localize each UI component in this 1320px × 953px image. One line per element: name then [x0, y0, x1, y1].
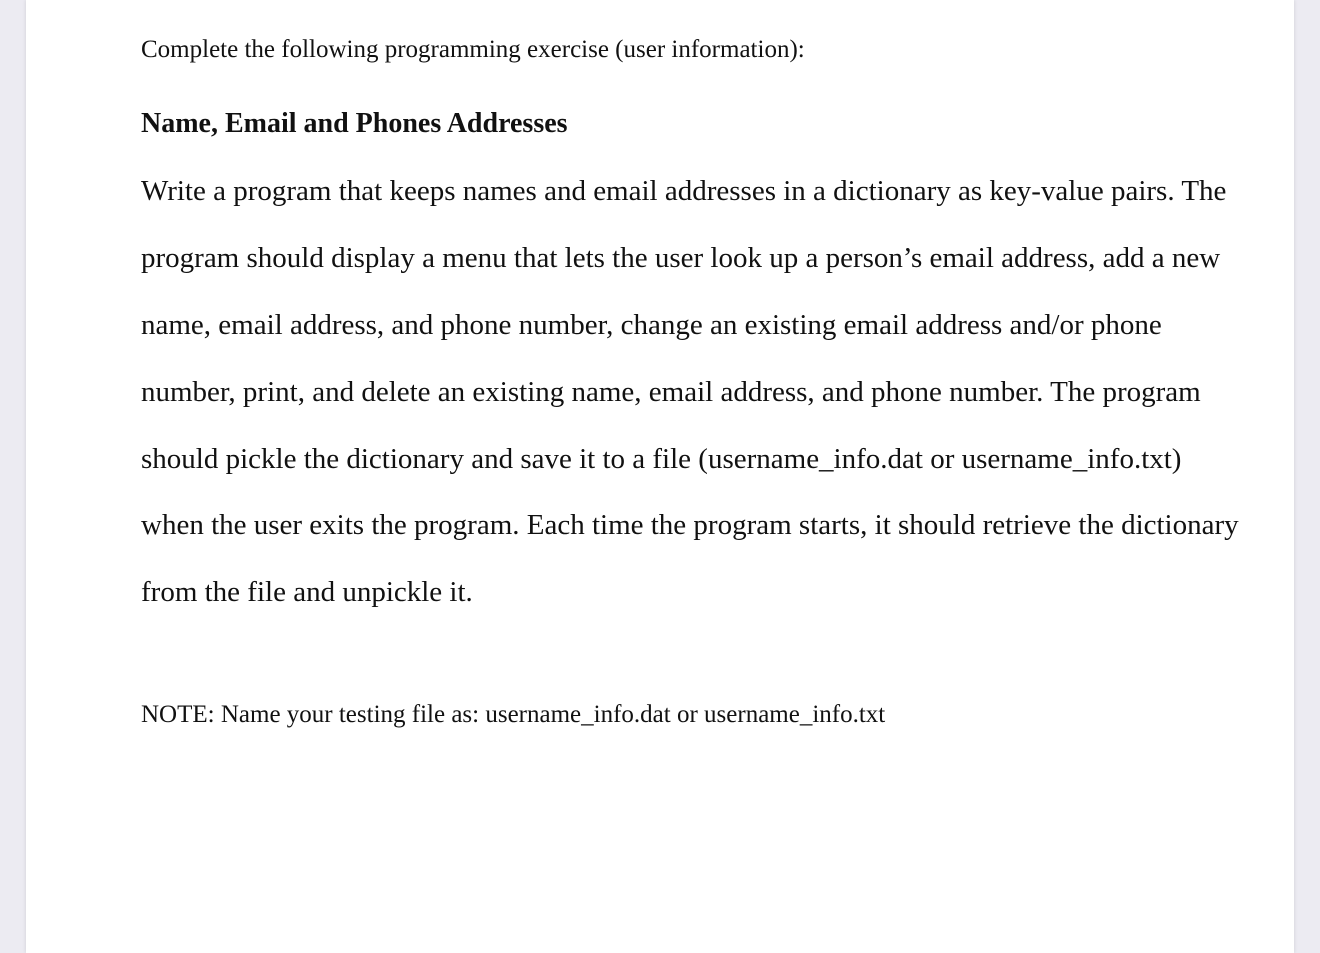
document-page: [26, 0, 1294, 953]
paragraph-line: name, email address, and phone number, change an existing email address and/or phone: [141, 309, 1162, 341]
paragraph-line: from the file and unpickle it.: [141, 576, 473, 608]
intro-text: Complete the following programming exercise (user information):: [141, 36, 805, 63]
paragraph-line: program should display a menu that lets the user look up a person’s email address, add a new: [141, 242, 1221, 274]
paragraph-line: Write a program that keeps names and email addresses in a dictionary as key-value pairs. The: [141, 175, 1227, 207]
note-text: NOTE: Name your testing file as: username_info.dat or username_info.txt: [141, 701, 886, 728]
exercise-heading: Name, Email and Phones Addresses: [141, 108, 568, 139]
paragraph-line: should pickle the dictionary and save it to a file (username_info.dat or username_info.txt): [141, 443, 1182, 475]
paragraph-line: when the user exits the program. Each time the program starts, it should retrieve the dictionary: [141, 509, 1239, 541]
paragraph-line: number, print, and delete an existing name, email address, and phone number. The program: [141, 376, 1201, 408]
